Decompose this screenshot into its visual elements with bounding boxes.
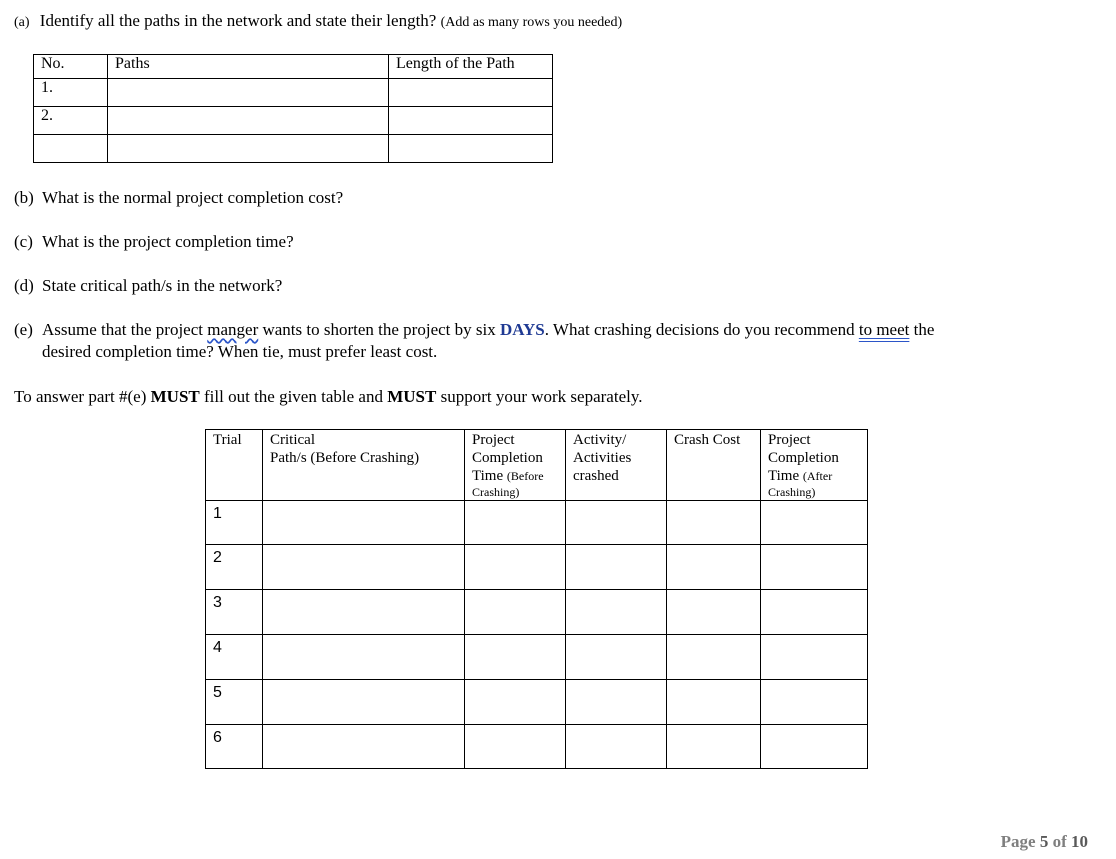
cell[interactable] bbox=[263, 635, 465, 680]
header-crash-cost: Crash Cost bbox=[667, 430, 761, 501]
grammar-check-phrase: to meet bbox=[858, 320, 910, 339]
paths-row-path-cell[interactable] bbox=[108, 79, 389, 107]
question-c bbox=[14, 231, 294, 253]
question-b-text: What is the normal project completion cost? bbox=[42, 188, 344, 207]
cell[interactable] bbox=[667, 725, 761, 769]
question-a bbox=[14, 10, 622, 34]
trial-number: 4 bbox=[206, 635, 263, 680]
paths-header-length: Length of the Path bbox=[389, 55, 553, 79]
question-e bbox=[14, 319, 1104, 363]
trial-number: 3 bbox=[206, 590, 263, 635]
paths-row-length-cell[interactable] bbox=[389, 107, 553, 135]
cell[interactable] bbox=[566, 725, 667, 769]
cell[interactable] bbox=[761, 545, 868, 590]
question-a-label: (a) bbox=[14, 15, 30, 30]
cell[interactable] bbox=[566, 590, 667, 635]
cell[interactable] bbox=[761, 590, 868, 635]
question-e-text: . What crashing decisions do you recommend bbox=[544, 320, 859, 339]
cell[interactable] bbox=[761, 635, 868, 680]
crashing-table bbox=[205, 429, 868, 769]
header-line: crashed bbox=[573, 468, 619, 484]
header-line: Project bbox=[768, 432, 811, 448]
header-line: Activities bbox=[573, 450, 632, 466]
cell[interactable] bbox=[566, 545, 667, 590]
header-line: Project bbox=[472, 432, 515, 448]
header-small: (After bbox=[802, 469, 833, 483]
header-line: Activity/ bbox=[573, 432, 627, 448]
must-emphasis: MUST bbox=[387, 387, 437, 406]
question-c-text: What is the project completion time? bbox=[42, 232, 294, 251]
question-e-line2: desired completion time? When tie, must prefer least cost. bbox=[42, 342, 438, 361]
instruction-text: support your work separately. bbox=[436, 387, 643, 406]
instruction-text: To answer part #(e) bbox=[14, 387, 151, 406]
cell[interactable] bbox=[465, 680, 566, 725]
header-small: Crashing) bbox=[768, 485, 816, 499]
trial-number: 6 bbox=[206, 725, 263, 769]
header-small: Crashing) bbox=[472, 485, 520, 499]
paths-row-length-cell[interactable] bbox=[389, 135, 553, 163]
question-d-label: (d) bbox=[14, 276, 34, 295]
header-small: (Before bbox=[506, 469, 544, 483]
question-a-note: (Add as many rows you needed) bbox=[440, 15, 623, 30]
header-critical-line2: Path/s (Before Crashing) bbox=[270, 450, 420, 466]
trial-row bbox=[206, 545, 868, 590]
header-line: Time bbox=[768, 468, 800, 484]
cell[interactable] bbox=[761, 501, 868, 545]
paths-row-no bbox=[34, 135, 108, 163]
paths-row-path-cell[interactable] bbox=[108, 135, 389, 163]
days-emphasis: DAYS bbox=[499, 320, 545, 339]
page-number bbox=[1001, 832, 1088, 852]
cell[interactable] bbox=[667, 545, 761, 590]
header-line: Completion bbox=[768, 450, 839, 466]
cell[interactable] bbox=[263, 590, 465, 635]
header-line: Time bbox=[472, 468, 504, 484]
paths-header-no: No. bbox=[34, 55, 108, 79]
question-b bbox=[14, 187, 343, 209]
cell[interactable] bbox=[465, 501, 566, 545]
header-line: Completion bbox=[472, 450, 543, 466]
header-trial: Trial bbox=[206, 430, 263, 501]
question-d bbox=[14, 275, 282, 297]
cell[interactable] bbox=[263, 545, 465, 590]
trial-row bbox=[206, 635, 868, 680]
trial-number: 5 bbox=[206, 680, 263, 725]
header-critical-line1: Critical bbox=[270, 432, 315, 448]
question-e-text: Assume that the project bbox=[42, 320, 208, 339]
cell[interactable] bbox=[761, 725, 868, 769]
cell[interactable] bbox=[566, 635, 667, 680]
instruction bbox=[14, 386, 642, 408]
header-completion-before bbox=[465, 430, 566, 501]
trial-row bbox=[206, 725, 868, 769]
question-e-text: wants to shorten the project by six bbox=[258, 320, 500, 339]
cell[interactable] bbox=[761, 680, 868, 725]
question-b-label: (b) bbox=[14, 188, 34, 207]
cell[interactable] bbox=[566, 501, 667, 545]
trial-number: 2 bbox=[206, 545, 263, 590]
cell[interactable] bbox=[667, 501, 761, 545]
cell[interactable] bbox=[465, 545, 566, 590]
cell[interactable] bbox=[263, 725, 465, 769]
header-activities-crashed bbox=[566, 430, 667, 501]
page-label: Page bbox=[1000, 832, 1040, 851]
paths-row-length-cell[interactable] bbox=[389, 79, 553, 107]
cell[interactable] bbox=[667, 590, 761, 635]
trial-row bbox=[206, 501, 868, 545]
paths-row-path-cell[interactable] bbox=[108, 107, 389, 135]
cell[interactable] bbox=[465, 725, 566, 769]
trial-row bbox=[206, 680, 868, 725]
paths-row-no: 2. bbox=[34, 107, 108, 135]
total-pages: 10 bbox=[1071, 832, 1088, 851]
header-completion-after bbox=[761, 430, 868, 501]
page-of: of bbox=[1048, 832, 1071, 851]
spellcheck-word: manger bbox=[207, 320, 259, 339]
cell[interactable] bbox=[263, 501, 465, 545]
trial-number: 1 bbox=[206, 501, 263, 545]
question-e-label: (e) bbox=[14, 320, 33, 339]
header-critical-path bbox=[263, 430, 465, 501]
must-emphasis: MUST bbox=[150, 387, 200, 406]
cell[interactable] bbox=[566, 680, 667, 725]
question-e-text: the bbox=[909, 320, 935, 339]
question-c-label: (c) bbox=[14, 232, 33, 251]
question-d-text: State critical path/s in the network? bbox=[42, 276, 283, 295]
current-page: 5 bbox=[1039, 832, 1049, 851]
cell[interactable] bbox=[263, 680, 465, 725]
paths-row-no: 1. bbox=[34, 79, 108, 107]
question-a-text: Identify all the paths in the network and state their length? bbox=[39, 11, 437, 30]
instruction-text: fill out the given table and bbox=[199, 387, 388, 406]
cell[interactable] bbox=[465, 590, 566, 635]
paths-table bbox=[33, 54, 553, 163]
paths-header-paths: Paths bbox=[108, 55, 389, 79]
trial-row bbox=[206, 590, 868, 635]
cell[interactable] bbox=[667, 680, 761, 725]
cell[interactable] bbox=[667, 635, 761, 680]
cell[interactable] bbox=[465, 635, 566, 680]
